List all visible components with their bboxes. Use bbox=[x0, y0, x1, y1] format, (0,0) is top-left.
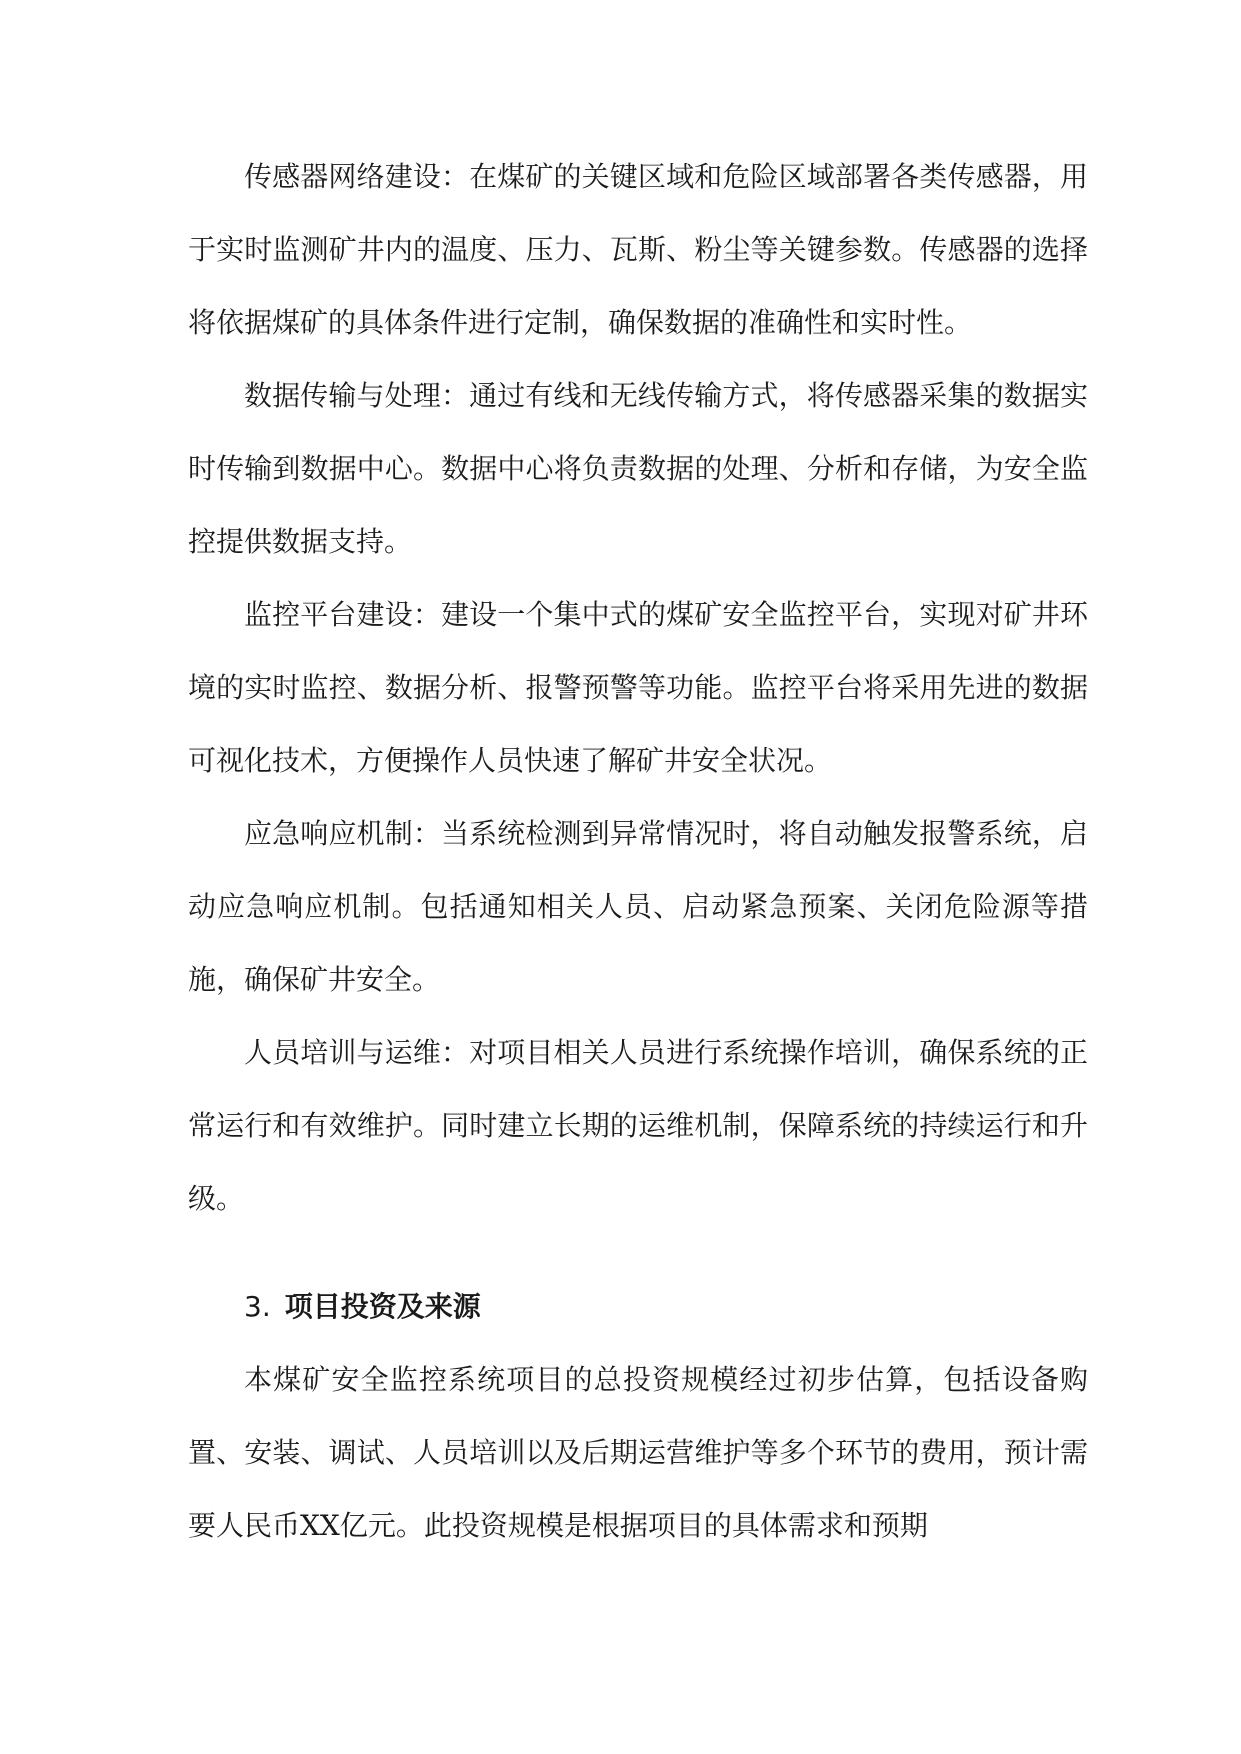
paragraph-data-transmission: 数据传输与处理：通过有线和无线传输方式，将传感器采集的数据实时传输到数据中心。数据中心将负责数据的处理、分析和存储，为安全监控提供数据支持。 bbox=[188, 379, 1088, 558]
section-title: 项目投资及来源 bbox=[284, 1290, 481, 1323]
paragraph-investment: 本煤矿安全监控系统项目的总投资规模经过初步估算，包括设备购置、安装、调试、人员培训以及后期运营维护等多个环节的费用，预计需要人民币XX亿元。此投资规模是根据项目的具体需求和预期 bbox=[188, 1363, 1088, 1542]
paragraph-training-maintenance: 人员培训与运维：对项目相关人员进行系统操作培训，确保系统的正常运行和有效维护。同时建立长期的运维机制，保障系统的持续运行和升级。 bbox=[188, 1036, 1088, 1215]
document-body bbox=[188, 140, 1088, 1562]
section-heading bbox=[188, 1270, 1088, 1343]
paragraph-emergency-response: 应急响应机制：当系统检测到异常情况时，将自动触发报警系统，启动应急响应机制。包括通知相关人员、启动紧急预案、关闭危险源等措施，确保矿井安全。 bbox=[188, 817, 1088, 996]
paragraph-sensor-network: 传感器网络建设：在煤矿的关键区域和危险区域部署各类传感器，用于实时监测矿井内的温度、压力、瓦斯、粉尘等关键参数。传感器的选择将依据煤矿的具体条件进行定制，确保数据的准确性和实时性。 bbox=[188, 160, 1088, 339]
paragraph-monitoring-platform: 监控平台建设：建设一个集中式的煤矿安全监控平台，实现对矿井环境的实时监控、数据分析、报警预警等功能。监控平台将采用先进的数据可视化技术，方便操作人员快速了解矿井安全状况。 bbox=[188, 598, 1088, 777]
section-number: 3. bbox=[244, 1290, 271, 1323]
